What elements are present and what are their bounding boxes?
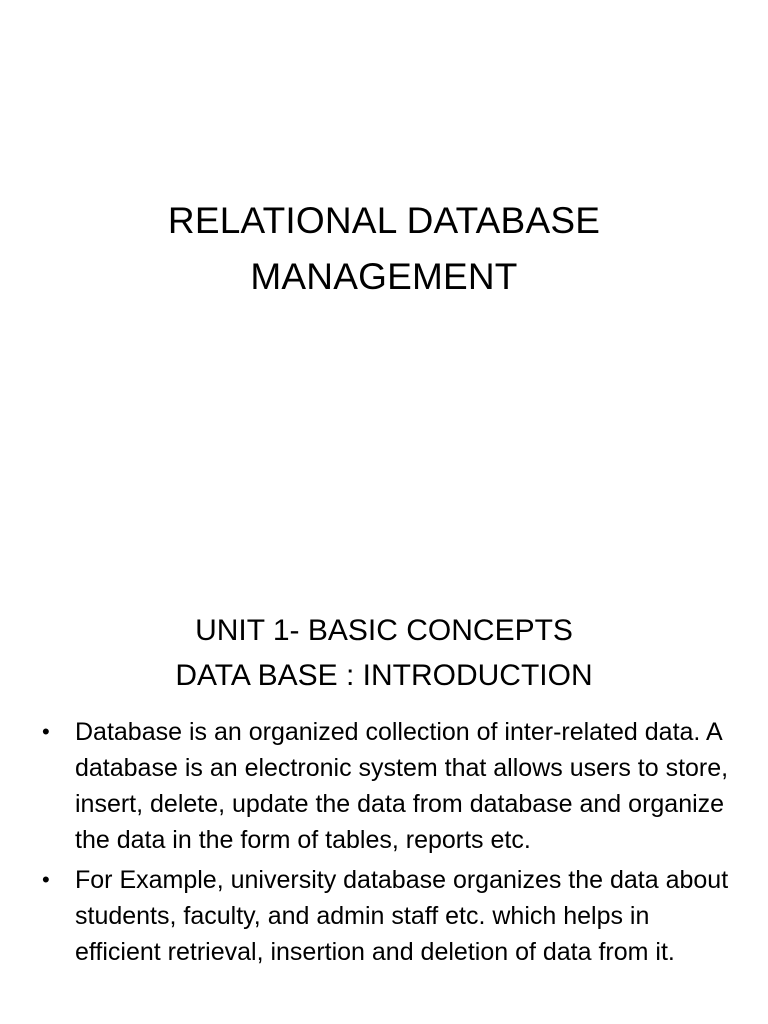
bullet-icon: • — [42, 867, 50, 892]
content-slide — [0, 580, 768, 1024]
slide-title — [0, 193, 768, 305]
bullet-text: For Example, university database organizes the data about students, faculty, and admin staff etc. which helps in efficient retrieval, insertion and deletion of data from it. — [75, 866, 729, 966]
bullet-text: Database is an organized collection of inter-related data. A database is an electronic system that allows users to store, insert, delete, update the data from database and organize the data in the form of tables, reports etc. — [75, 718, 729, 854]
bullet-icon: • — [42, 719, 50, 744]
title-line: RELATIONAL DATABASE — [167, 200, 601, 241]
title-line: MANAGEMENT — [250, 256, 518, 297]
slide-heading — [0, 608, 768, 698]
bullet-list — [42, 714, 732, 974]
bullet-item — [42, 714, 732, 858]
bullet-item — [42, 862, 732, 970]
heading-line: DATA BASE : INTRODUCTION — [175, 659, 593, 692]
heading-line: UNIT 1- BASIC CONCEPTS — [195, 614, 573, 647]
